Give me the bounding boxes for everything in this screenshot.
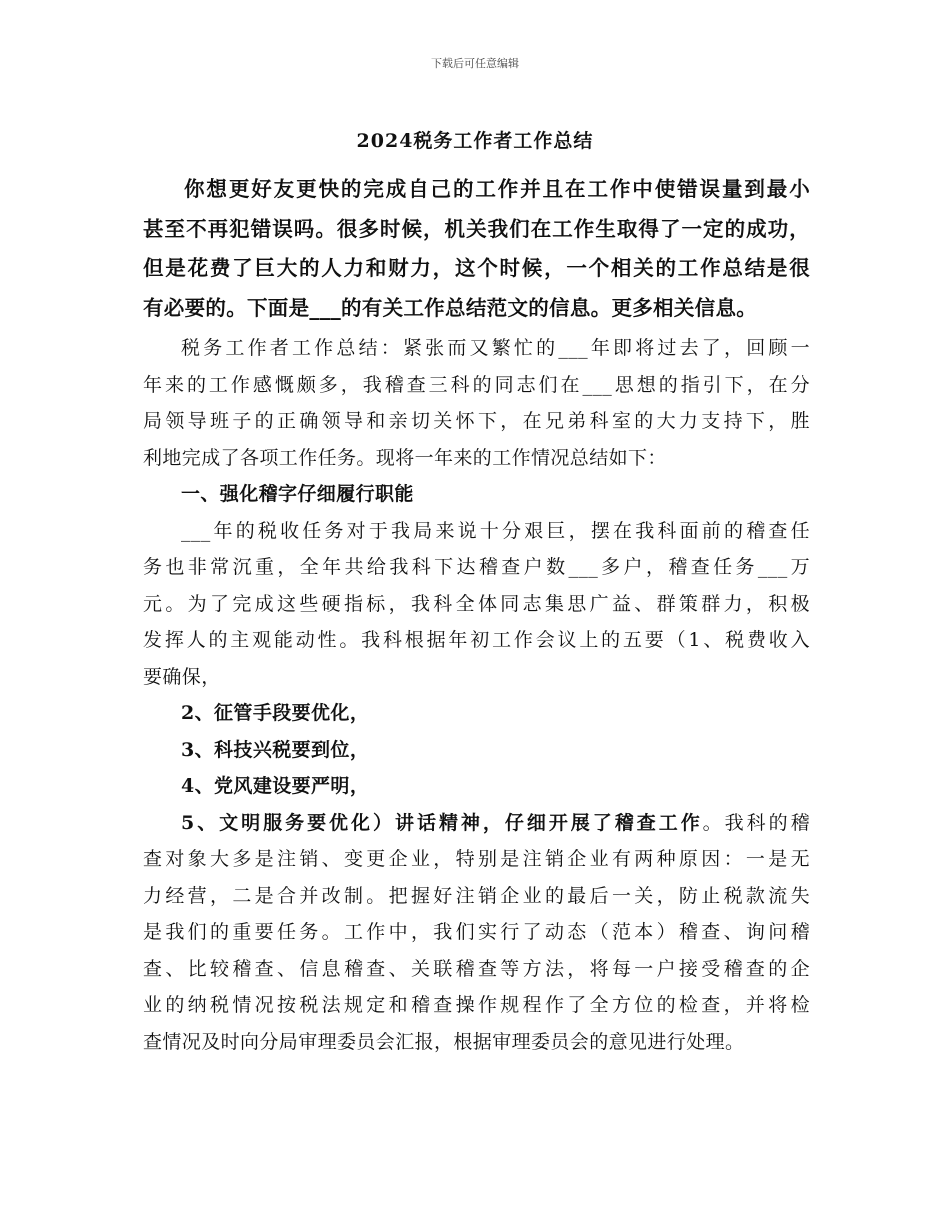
inspection-line: 查情况及时向分局审理委员会汇报，根据审理委员会的意见进行处理。: [143, 1030, 745, 1053]
section-heading: 一、强化稽字仔细履行职能: [181, 483, 414, 505]
summary-paragraph: [143, 330, 810, 476]
intro-line: 有必要的。下面是___的有关工作总结范文的信息。更多相关信息。: [143, 295, 758, 320]
inspection-line: 力经营，二是合并改制。把握好注销企业的最后一关，防止税款流失: [143, 884, 810, 907]
inspection-first-line: [143, 805, 810, 842]
list-item: 2、征管手段要优化，: [181, 702, 370, 724]
inspection-lead-rest: 。我科的稽: [702, 811, 810, 834]
list-item: 4、党风建设要严明，: [181, 775, 370, 797]
intro-line: 你想更好友更快的完成自己的工作并且在工作中使错误量到最小: [184, 177, 810, 201]
intro-line: 甚至不再犯错误吗。很多时候，机关我们在工作生取得了一定的成功，: [143, 216, 810, 241]
summary-line: 利地完成了各项工作任务。现将一年来的工作情况总结如下：: [143, 446, 667, 469]
summary-line: 局领导班子的正确领导和亲切关怀下，在兄弟科室的大力支持下，胜: [143, 410, 810, 432]
document-title: 2024税务工作者工作总结: [356, 130, 594, 152]
inspection-line: 是我们的重要任务。工作中，我们实行了动态（范本）稽查、询问稽: [143, 921, 810, 943]
intro-line: 但是花费了巨大的人力和财力，这个时候，一个相关的工作总结是很: [143, 256, 810, 280]
summary-line: 年来的工作感慨颇多，我稽查三科的同志们在___思想的指引下，在分: [143, 373, 810, 396]
list-item: 3、科技兴税要到位，: [181, 738, 370, 761]
inspection-bold-lead: 5、文明服务要优化）讲话精神，仔细开展了稽查工作: [181, 811, 703, 834]
page-header-note: 下载后可任意编辑: [431, 57, 519, 70]
inspection-line: 查对象大多是注销、变更企业，特别是注销企业有两种原因：一是无: [143, 848, 810, 870]
inspection-line: 查、比较稽查、信息稽查、关联稽查等方法，将每一户接受稽查的企: [143, 957, 810, 980]
section-line: 要确保，: [143, 665, 221, 688]
inspection-line: 业的纳税情况按税法规定和稽查操作规程作了全方位的检查，并将检: [143, 994, 810, 1016]
inspection-paragraph: [143, 805, 810, 1061]
section-line: ___年的税收任务对于我局来说十分艰巨，摆在我科面前的稽查任: [181, 519, 810, 542]
section-line: 发挥人的主观能动性。我科根据年初工作会议上的五要（1、税费收入: [143, 629, 810, 651]
summary-line: 税务工作者工作总结：紧张而又繁忙的___年即将过去了，回顾一: [181, 337, 810, 359]
section-paragraph: [143, 513, 810, 696]
section-line: 元。为了完成这些硬指标，我科全体同志集思广益、群策群力，积极: [143, 592, 810, 615]
intro-paragraph: [143, 170, 810, 328]
section-line: 务也非常沉重，全年共给我科下达稽查户数___多户，稽查任务___万: [143, 556, 810, 578]
document-body: [143, 170, 810, 1060]
